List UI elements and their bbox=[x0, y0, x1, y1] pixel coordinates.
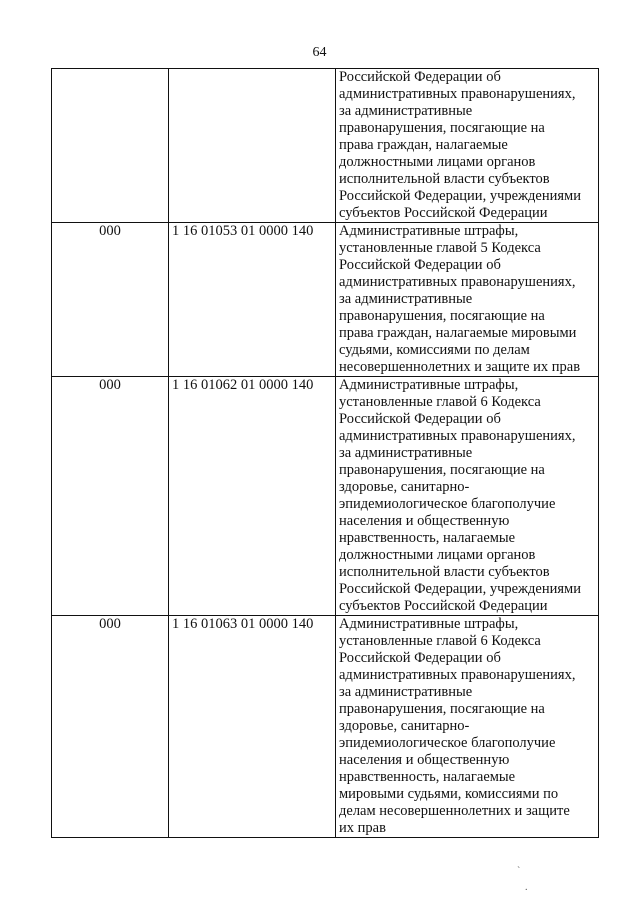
description-line: за административные bbox=[339, 103, 473, 119]
description-line: Административные штрафы, bbox=[339, 223, 519, 239]
admin-code-cell: 000 bbox=[52, 616, 169, 838]
description-line: правонарушения, посягающие на bbox=[339, 120, 545, 136]
description-line: административных правонарушениях, bbox=[339, 667, 576, 683]
description-line: установленные главой 6 Кодекса bbox=[339, 394, 541, 410]
scan-speck: ` bbox=[517, 866, 521, 877]
description-line: правонарушения, посягающие на bbox=[339, 308, 545, 324]
description-line: должностными лицами органов bbox=[339, 547, 536, 563]
description-line: административных правонарушениях, bbox=[339, 86, 576, 102]
description-line: правонарушения, посягающие на bbox=[339, 701, 545, 717]
description-line: Российской Федерации об bbox=[339, 411, 501, 427]
description-line: эпидемиологическое благополучие bbox=[339, 496, 556, 512]
description-line: Российской Федерации, учреждениями bbox=[339, 581, 581, 597]
kbk-code-cell: 1 16 01053 01 0000 140 bbox=[169, 223, 336, 377]
description-line: делам несовершеннолетних и защите bbox=[339, 803, 570, 819]
description-line: субъектов Российской Федерации bbox=[339, 598, 548, 614]
description-line: Российской Федерации об bbox=[339, 650, 501, 666]
description-line: эпидемиологическое благополучие bbox=[339, 735, 556, 751]
description-line: административных правонарушениях, bbox=[339, 428, 576, 444]
description-line: Административные штрафы, bbox=[339, 377, 519, 393]
description-line: здоровье, санитарно- bbox=[339, 479, 470, 495]
description-line: права граждан, налагаемые мировыми bbox=[339, 325, 577, 341]
description-line: за административные bbox=[339, 684, 473, 700]
description-line: нравственность, налагаемые bbox=[339, 530, 516, 546]
page-number: 64 bbox=[312, 45, 327, 60]
description-line: исполнительной власти субъектов bbox=[339, 564, 550, 580]
description-line: их прав bbox=[339, 820, 386, 836]
description-line: административных правонарушениях, bbox=[339, 274, 576, 290]
description-cell bbox=[336, 377, 599, 616]
document-table bbox=[51, 68, 599, 838]
description-cell bbox=[336, 223, 599, 377]
admin-code-cell bbox=[52, 69, 169, 223]
description-line: Российской Федерации об bbox=[339, 69, 501, 85]
description-line: населения и общественную bbox=[339, 513, 510, 529]
description-line: несовершеннолетних и защите их прав bbox=[339, 359, 581, 375]
description-line: мировыми судьями, комиссиями по bbox=[339, 786, 559, 802]
description-line: за административные bbox=[339, 445, 473, 461]
description-cell bbox=[336, 69, 599, 223]
admin-code-cell: 000 bbox=[52, 223, 169, 377]
description-line: Административные штрафы, bbox=[339, 616, 519, 632]
description-cell bbox=[336, 616, 599, 838]
description-line: права граждан, налагаемые bbox=[339, 137, 508, 153]
table-row bbox=[52, 616, 599, 838]
description-line: Российской Федерации, учреждениями bbox=[339, 188, 581, 204]
description-line: населения и общественную bbox=[339, 752, 510, 768]
kbk-code-cell bbox=[169, 69, 336, 223]
description-line: установленные главой 5 Кодекса bbox=[339, 240, 541, 256]
description-line: Российской Федерации об bbox=[339, 257, 501, 273]
table-row bbox=[52, 377, 599, 616]
description-line: должностными лицами органов bbox=[339, 154, 536, 170]
description-line: правонарушения, посягающие на bbox=[339, 462, 545, 478]
table-row bbox=[52, 69, 599, 223]
kbk-code-cell: 1 16 01062 01 0000 140 bbox=[169, 377, 336, 616]
kbk-code-cell: 1 16 01063 01 0000 140 bbox=[169, 616, 336, 838]
description-line: судьями, комиссиями по делам bbox=[339, 342, 530, 358]
description-line: за административные bbox=[339, 291, 473, 307]
table-row bbox=[52, 223, 599, 377]
description-line: установленные главой 6 Кодекса bbox=[339, 633, 541, 649]
description-line: здоровье, санитарно- bbox=[339, 718, 470, 734]
scan-speck: . bbox=[525, 882, 528, 893]
description-line: нравственность, налагаемые bbox=[339, 769, 516, 785]
description-line: субъектов Российской Федерации bbox=[339, 205, 548, 221]
admin-code-cell: 000 bbox=[52, 377, 169, 616]
description-line: исполнительной власти субъектов bbox=[339, 171, 550, 187]
